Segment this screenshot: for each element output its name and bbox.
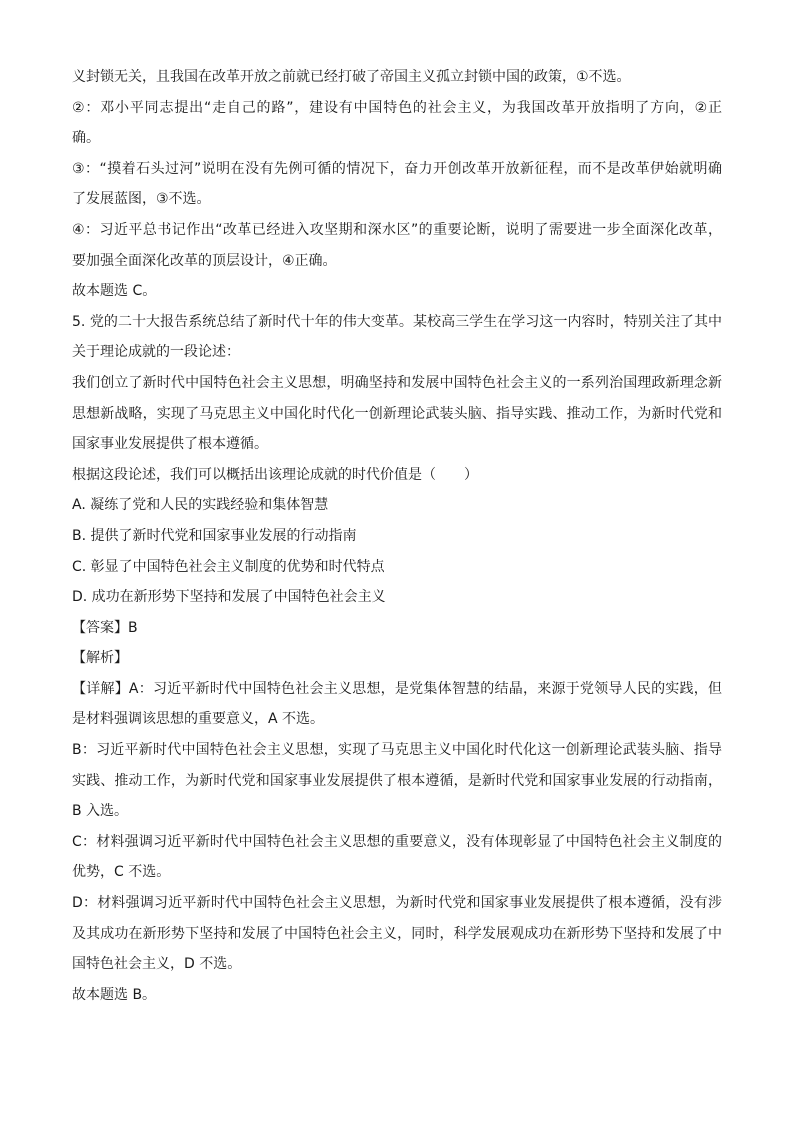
- explanation-line: 是材料强调该思想的重要意义，A 不选。: [72, 711, 325, 728]
- explanation-line: 优势，C 不选。: [72, 864, 171, 881]
- explanation-line: 及其成功在新形势下坚持和发展了中国特色社会主义，同时，科学发展观成功在新形势下坚持和发展了中: [72, 925, 722, 942]
- option-a: A. 凝练了党和人民的实践经验和集体智慧: [72, 497, 329, 514]
- question-stem: 5. 党的二十大报告系统总结了新时代十年的伟大变革。某校高三学生在学习这一内容时，特别关注了其中: [72, 313, 722, 330]
- explanation-line: 实践、推动工作，为新时代党和国家事业发展提供了根本遵循，是新时代党和国家事业发展的行动指南，: [72, 772, 722, 789]
- option-d: D. 成功在新形势下坚持和发展了中国特色社会主义: [72, 589, 386, 606]
- text-line: 义封锁无关，且我国在改革开放之前就已经打破了帝国主义孤立封锁中国的政策，①不选。: [72, 69, 631, 85]
- text-line: ④：习近平总书记作出“改革已经进入攻坚期和深水区”的重要论断，说明了需要进一步全面深化改革，: [72, 221, 722, 238]
- text-line: 故本题选 C。: [72, 283, 157, 300]
- explanation-line: 【详解】A：习近平新时代中国特色社会主义思想，是党集体智慧的结晶，来源于党领导人民的实践，但: [72, 680, 722, 697]
- analysis-label: 【解析】: [72, 650, 128, 667]
- question-stem: 关于理论成就的一段论述：: [72, 344, 240, 361]
- answer-label: 【答案】B: [72, 619, 138, 636]
- quoted-passage: 思想新战略，实现了马克思主义中国化时代化一创新理论武装头脑、指导实践、推动工作，为新时代党和: [72, 405, 722, 422]
- conclusion-line: 故本题选 B。: [72, 986, 157, 1003]
- text-line: 了发展蓝图，③不选。: [72, 191, 211, 208]
- quoted-passage: 国家事业发展提供了根本遵循。: [72, 436, 268, 453]
- explanation-line: B 入选。: [72, 803, 129, 820]
- question-prompt: 根据这段论述，我们可以概括出该理论成就的时代价值是（ ）: [72, 466, 478, 483]
- text-line: 要加强全面深化改革的顶层设计，④正确。: [72, 252, 337, 269]
- text-line: ③：“摸着石头过河”说明在没有先例可循的情况下，奋力开创改革开放新征程，而不是改革伊始就明确: [72, 160, 722, 177]
- explanation-line: D：材料强调习近平新时代中国特色社会主义思想，为新时代党和国家事业发展提供了根本遵循，没有涉: [72, 895, 722, 912]
- document-page: [72, 62, 722, 1010]
- quoted-passage: 我们创立了新时代中国特色社会主义思想，明确坚持和发展中国特色社会主义的一系列治国理政新理念新: [72, 374, 722, 391]
- option-c: C. 彰显了中国特色社会主义制度的优势和时代特点: [72, 558, 385, 575]
- explanation-line: C：材料强调习近平新时代中国特色社会主义思想的重要意义，没有体现彰显了中国特色社会主义制度的: [72, 833, 722, 850]
- explanation-line: 国特色社会主义，D 不选。: [72, 956, 242, 973]
- text-line: ②：邓小平同志提出“走自己的路”，建设有中国特色的社会主义，为我国改革开放指明了方向，②正: [72, 99, 722, 116]
- text-line: 确。: [72, 130, 100, 147]
- explanation-line: B：习近平新时代中国特色社会主义思想，实现了马克思主义中国化时代化这一创新理论武装头脑、指导: [72, 742, 722, 759]
- option-b: B. 提供了新时代党和国家事业发展的行动指南: [72, 527, 357, 544]
